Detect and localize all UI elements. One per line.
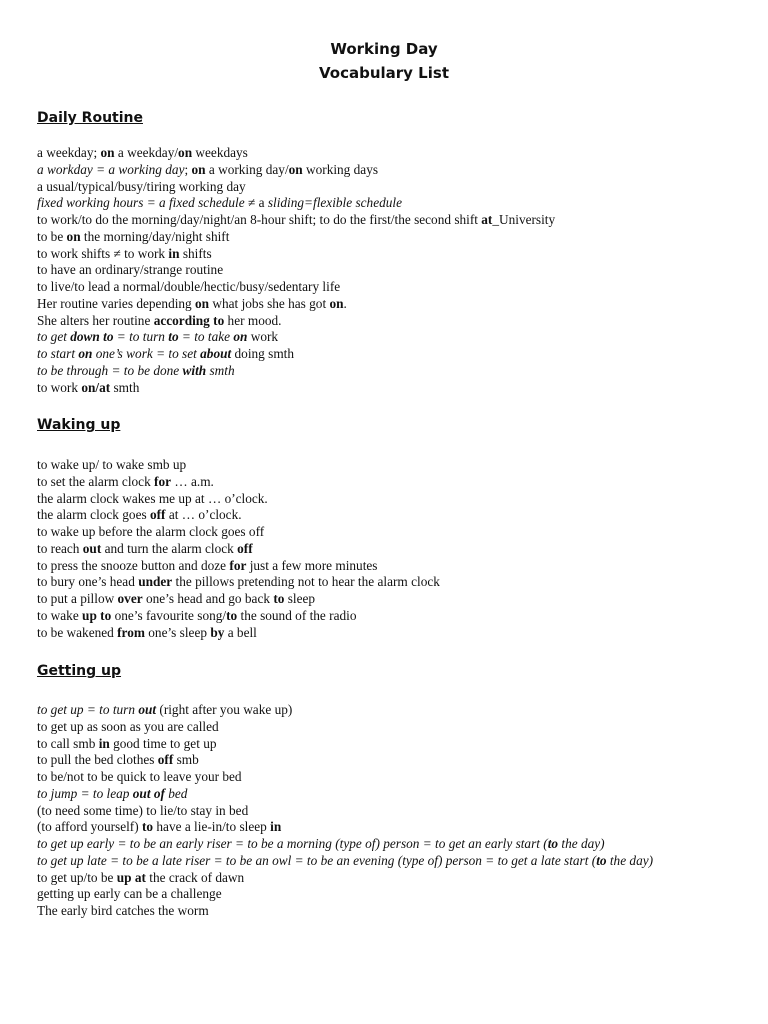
vocab-line: to get up = to turn out (right after you wake up)	[37, 702, 293, 717]
vocab-line: to wake up before the alarm clock goes off	[37, 524, 265, 539]
section-heading-getting-up: Getting up	[37, 663, 122, 679]
vocab-line: to get up early = to be an early riser = to be a morning (type of) person = to get an early start (to the day)	[37, 836, 605, 851]
vocab-line: the alarm clock wakes me up at … o’clock.	[37, 490, 268, 506]
vocab-line: to call smb in good time to get up	[37, 735, 217, 751]
getting-up-list	[37, 702, 737, 920]
vocab-line: She alters her routine according to her mood.	[37, 312, 282, 328]
vocab-line: to live/to lead a normal/double/hectic/busy/sedentary life	[37, 279, 341, 294]
vocab-line: to work shifts ≠ to work in shifts	[37, 245, 212, 261]
vocab-line: to put a pillow over one’s head and go back to sleep	[37, 591, 316, 606]
vocab-line: The early bird catches the worm	[37, 903, 209, 918]
waking-up-list	[37, 457, 737, 641]
vocab-line: the alarm clock goes off at … o’clock.	[37, 507, 242, 523]
vocab-line: to reach out and turn the alarm clock off	[37, 540, 253, 556]
vocab-line: a weekday; on a weekday/on weekdays	[37, 145, 248, 160]
vocab-line: getting up early can be a challenge	[37, 886, 222, 902]
vocab-line: to jump = to leap out of bed	[37, 785, 188, 801]
vocab-line: to get up/to be up at the crack of dawn	[37, 869, 245, 885]
vocab-line: to set the alarm clock for … a.m.	[37, 473, 214, 489]
vocab-line: Her routine varies depending on what jobs she has got on.	[37, 295, 347, 311]
vocab-line: (to afford yourself) to have a lie-in/to sleep in	[37, 819, 282, 835]
vocab-line: to wake up/ to wake smb up	[37, 457, 187, 472]
vocab-line: to bury one’s head under the pillows pretending not to hear the alarm clock	[37, 574, 440, 590]
vocab-line: to get up as soon as you are called	[37, 718, 219, 734]
vocab-line: a workday = a working day; on a working day/on working days	[37, 161, 379, 177]
vocab-line: to start on one’s work = to set about doing smth	[37, 346, 294, 361]
vocab-line: (to need some time) to lie/to stay in bed	[37, 802, 249, 818]
vocab-line: to pull the bed clothes off smb	[37, 752, 199, 768]
vocab-line: to wake up to one’s favourite song/to the sound of the radio	[37, 607, 357, 623]
vocab-line: to be on the morning/day/night shift	[37, 228, 230, 244]
vocab-line: to work/to do the morning/day/night/an 8-hour shift; to do the first/the second shift at_University	[37, 212, 556, 227]
vocab-line: to be through = to be done with smth	[37, 362, 235, 378]
vocab-line: to have an ordinary/strange routine	[37, 262, 224, 278]
document-subtitle: Vocabulary List	[319, 64, 449, 82]
vocab-line: to get up late = to be a late riser = to be an owl = to be an evening (type of) person = to get a late start (to the day)	[37, 852, 654, 868]
vocab-line: to work on/at smth	[37, 379, 140, 395]
section-heading-waking-up: Waking up	[37, 417, 121, 433]
vocab-line: to be wakened from one’s sleep by a bell	[37, 624, 257, 640]
daily-routine-list	[37, 145, 737, 396]
document-title: Working Day	[330, 40, 438, 58]
vocab-line: a usual/typical/busy/tiring working day	[37, 178, 246, 194]
vocab-line: to get down to = to turn to = to take on work	[37, 329, 279, 345]
vocab-line: to be/not to be quick to leave your bed	[37, 769, 242, 784]
vocab-line: to press the snooze button and doze for just a few more minutes	[37, 557, 378, 573]
vocab-line: fixed working hours = a fixed schedule ≠ a sliding=flexible schedule	[37, 195, 402, 211]
section-heading-daily-routine: Daily Routine	[37, 110, 143, 126]
